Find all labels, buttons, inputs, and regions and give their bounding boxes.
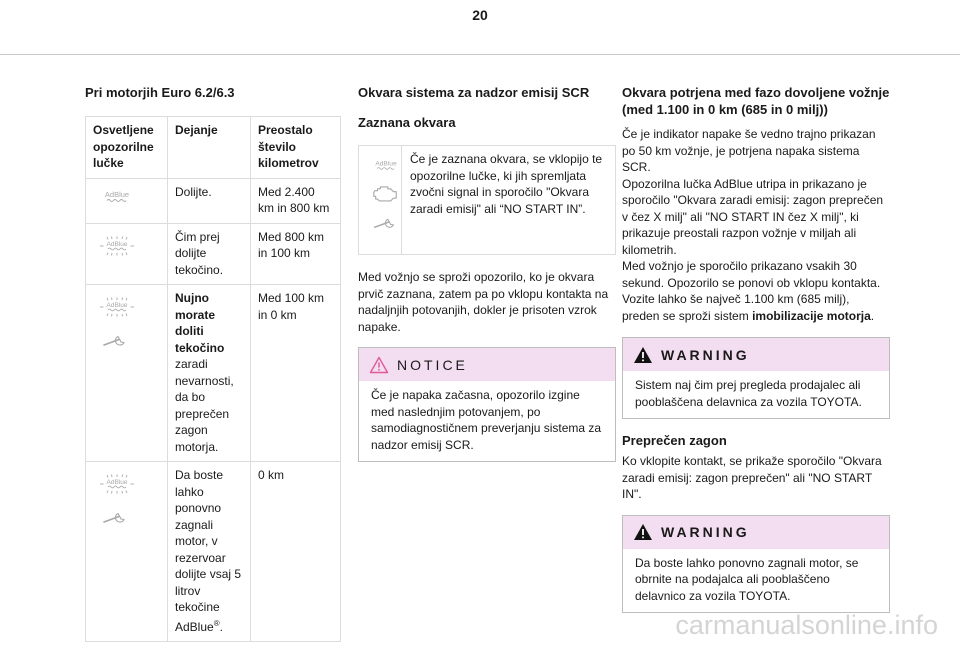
table-row xyxy=(86,462,341,642)
confirmed-paragraph-4 xyxy=(622,291,890,324)
section-heading-scr: Okvara sistema za nadzor emisij SCR xyxy=(358,85,590,100)
confirmed-paragraph-3: Med vožnjo je sporočilo prikazano vsakih 30 sekund. Opozorilo se ponovi ob vklopu kontakta. xyxy=(622,259,881,290)
remaining-cell: Med 800 km in 100 km xyxy=(251,223,341,285)
header-lamps: Osvetljene opozorilne lučke xyxy=(86,117,168,179)
header-action: Dejanje xyxy=(168,117,251,179)
adblue-blink-icon xyxy=(97,472,137,496)
fault-paragraph: Med vožnjo se sproži opozorilo, ko je okvara prvič zaznana, zatem pa po vklopu kontakta na nadaljnjih potovanjih, dokler je prisoten vzrok napake. xyxy=(358,270,609,334)
section-heading-euro6: Pri motorjih Euro 6.2/6.3 xyxy=(85,85,235,100)
remaining-cell: Med 100 km in 0 km xyxy=(251,285,341,462)
remaining-cell: Med 2.400 km in 800 km xyxy=(251,178,341,223)
fault-box-text: Če je zaznana okvara, se vklopijo te opozorilne lučke, ki jih spremljata zvočni signal in sporočilo "Okvara zaradi emisij" ali “NO START IN”. xyxy=(410,152,603,216)
section-heading-confirmed: Okvara potrjena med fazo dovoljene vožnje (med 1.100 in 0 km (685 in 0 milj)) xyxy=(622,85,890,117)
header-remaining: Preostalo število kilometrov xyxy=(251,117,341,179)
column-scr-fault xyxy=(358,84,616,462)
warning-callout-1 xyxy=(622,337,890,419)
column-confirmed-fault xyxy=(622,84,890,613)
adblue-icon xyxy=(100,189,134,203)
column-euro6 xyxy=(85,84,341,642)
warning-text: Da boste lahko ponovno zagnali motor, se obrnite na podajalca ali pooblaščeno delavnico za vozila TOYOTA. xyxy=(635,555,859,603)
subheading-fault-detected: Zaznana okvara xyxy=(358,115,456,130)
adblue-icon xyxy=(371,158,401,171)
confirmed-paragraph-2: Opozorilna lučka AdBlue utripa in prikazano je sporočilo "Okvara zaradi emisij: zagon preprečen v čez X milj" ali "NO START IN čez X milj", ki prikazuje preostali razpon vožnje v miljah ali kilometrih. xyxy=(622,176,884,257)
page-number: 20 xyxy=(472,7,488,23)
table-row xyxy=(86,178,341,223)
action-cell: Čim prej dolijte tekočino. xyxy=(168,223,251,285)
warning-callout-2 xyxy=(622,515,890,614)
adblue-blink-icon xyxy=(97,295,137,319)
fault-lamp-box xyxy=(358,145,616,255)
remaining-cell: 0 km xyxy=(251,462,341,642)
warning-triangle-outline-icon xyxy=(369,356,389,374)
notice-callout xyxy=(358,347,616,462)
warning-lamp-table xyxy=(85,116,341,642)
action-emphasis: Nujno morate doliti tekočino xyxy=(175,291,225,355)
wrench-icon xyxy=(100,333,130,349)
warning-text: Sistem naj čim prej pregleda prodajalec ali pooblaščena delavnica za vozila TOYOTA. xyxy=(635,378,862,409)
action-text: Da boste lahko ponovno zagnali motor, v rezervoar dolijte vsaj 5 litrov tekočine AdBlue xyxy=(175,468,242,634)
confirmed-paragraph-1: Če je indikator napake še vedno trajno prikazan po 50 km vožnje, je potrjena napaka sistema SCR. xyxy=(622,127,876,174)
action-cell: Dolijte. xyxy=(168,178,251,223)
wrench-icon xyxy=(371,216,399,231)
table-row xyxy=(86,285,341,462)
adblue-blink-icon xyxy=(97,234,137,258)
header-divider xyxy=(0,54,960,55)
table-header-row xyxy=(86,117,341,179)
registered-mark: ® xyxy=(213,618,220,628)
subheading-start-prevented: Preprečen zagon xyxy=(622,433,727,448)
watermark: carmanualsonline.info xyxy=(675,610,938,640)
warning-triangle-icon xyxy=(633,346,653,364)
notice-text: Če je napaka začasna, opozorilo izgine med naslednjim potovanjem, po samodiagnostičnem preverjanju sistema za nadzor emisij SCR. xyxy=(371,388,602,452)
table-row xyxy=(86,223,341,285)
p4-end: . xyxy=(870,308,875,323)
action-text: zaradi nevarnosti, da bo preprečen zagon motorja. xyxy=(175,357,234,454)
notice-title: NOTICE xyxy=(397,356,468,373)
action-cell xyxy=(168,462,251,642)
p4-emphasis: imobilizacije motorja xyxy=(752,308,871,323)
action-end: . xyxy=(219,619,223,634)
warning-triangle-icon xyxy=(633,523,653,541)
wrench-icon xyxy=(100,510,130,526)
warning-title: WARNING xyxy=(661,524,750,540)
p4-text: Vozite lahko še največ 1.100 km (685 milj), preden se sproži sistem xyxy=(622,292,850,323)
action-cell xyxy=(168,285,251,462)
warning-title: WARNING xyxy=(661,346,750,363)
start-prevented-paragraph: Ko vklopite kontakt, se prikaže sporočilo "Okvara zaradi emisij: zagon preprečen" ali "NO START IN". xyxy=(622,454,882,501)
engine-icon xyxy=(371,183,399,204)
